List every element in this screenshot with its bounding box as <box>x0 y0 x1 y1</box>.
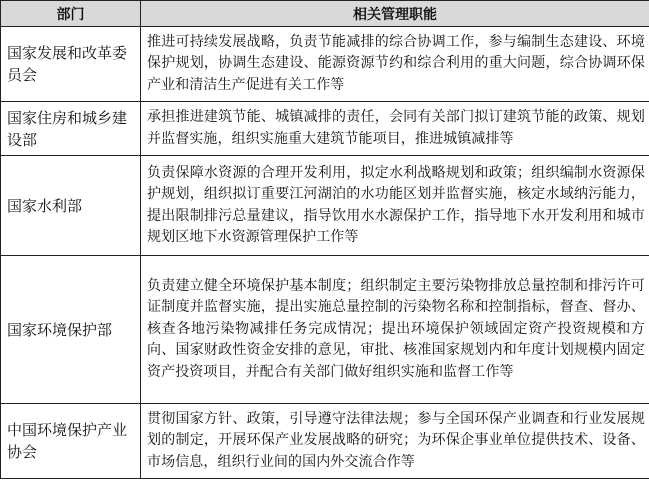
functions-cell: 贯彻国家方针、政策，引导遵守法律法规；参与全国环保产业调查和行业发展规划的制定，开展环保产业发展战略的研究；为环保企事业单位提供技术、设备、市场信息，组织行业间的国内外交流合作等 <box>141 404 649 479</box>
header-department: 部门 <box>1 1 141 27</box>
department-cell: 国家发展和改革委员会 <box>1 27 141 102</box>
header-functions: 相关管理职能 <box>141 1 649 27</box>
table-row <box>1 102 649 156</box>
table-row <box>1 256 649 404</box>
table-row <box>1 27 649 102</box>
department-cell: 国家水利部 <box>1 156 141 256</box>
department-cell: 中国环境保护产业协会 <box>1 404 141 479</box>
table-header-row <box>1 1 649 27</box>
department-cell: 国家住房和城乡建设部 <box>1 102 141 156</box>
department-cell: 国家环境保护部 <box>1 256 141 404</box>
functions-cell: 负责保障水资源的合理开发利用，拟定水利战略规划和政策；组织编制水资源保护规划，组织拟订重要江河湖泊的水功能区划并监督实施，核定水域纳污能力，提出限制排污总量建议，指导饮用水水源保护工作，指导地下水开发利用和城市规划区地下水资源管理保护工作等 <box>141 156 649 256</box>
functions-cell: 承担推进建筑节能、城镇减排的责任，会同有关部门拟订建筑节能的政策、规划并监督实施，组织实施重大建筑节能项目，推进城镇减排等 <box>141 102 649 156</box>
functions-cell: 推进可持续发展战略，负责节能减排的综合协调工作，参与编制生态建设、环境保护规划，协调生态建设、能源资源节约和综合利用的重大问题，综合协调环保产业和清洁生产促进有关工作等 <box>141 27 649 102</box>
table-row <box>1 404 649 479</box>
functions-cell: 负责建立健全环境保护基本制度；组织制定主要污染物排放总量控制和排污许可证制度并监督实施，提出实施总量控制的污染物名称和控制指标，督查、督办、核查各地污染物减排任务完成情况；提出环境保护领域固定资产投资规模和方向、国家财政性资金安排的意见，审批、核准国家规划内和年度计划规模内固定资产投资项目，并配合有关部门做好组织实施和监督工作等 <box>141 256 649 404</box>
table-row <box>1 156 649 256</box>
